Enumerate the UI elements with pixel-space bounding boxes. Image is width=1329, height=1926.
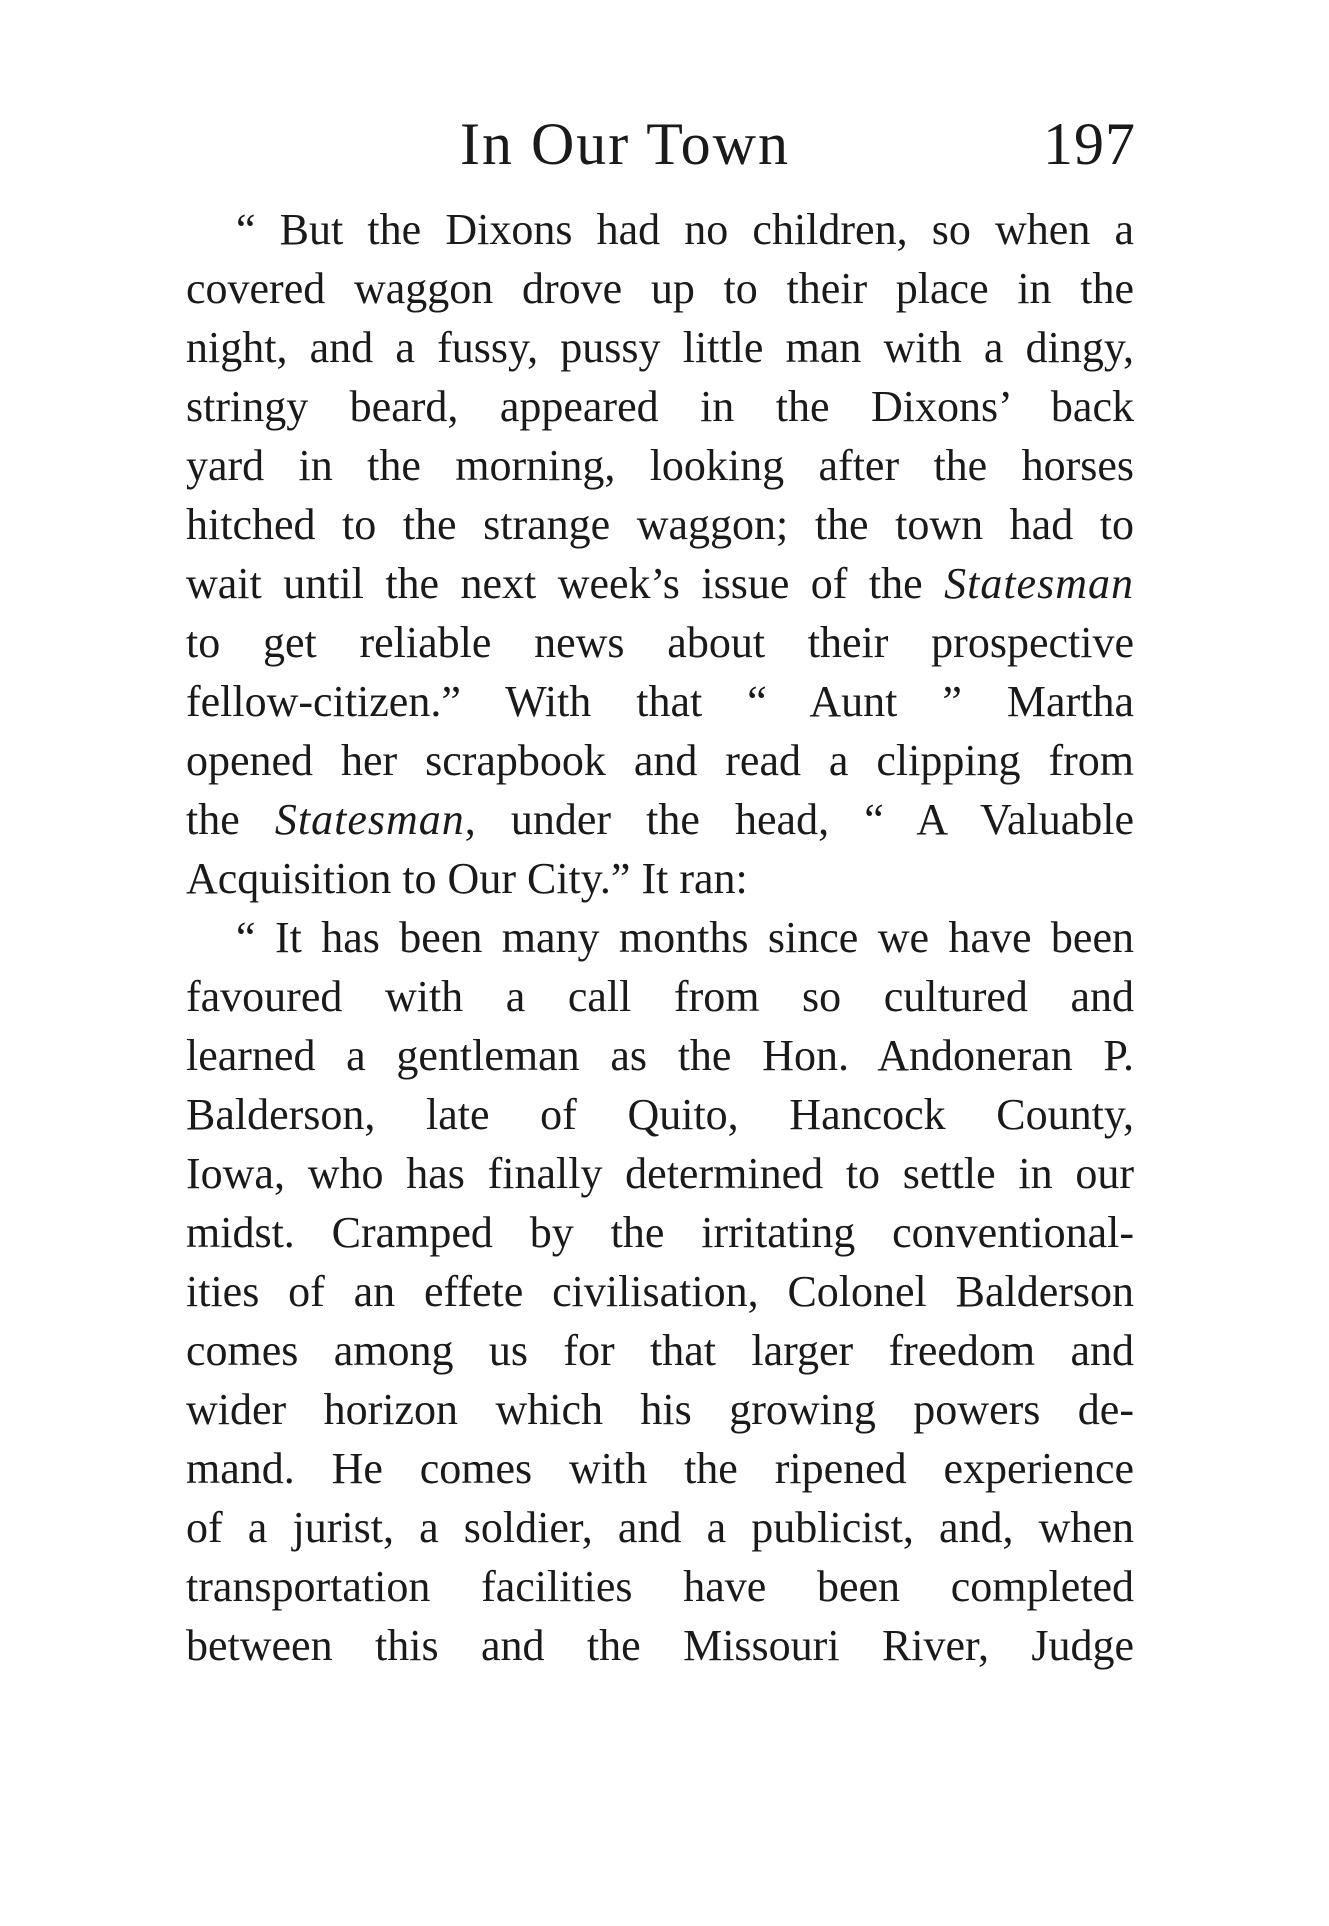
text-line: night, and a fussy, pussy little man with a dingy, [186,323,1134,372]
text-line: wider horizon which his growing powers de- [186,1385,1134,1434]
body-text [186,200,1134,1675]
text-line: “ But the Dixons had no children, so when a [236,205,1134,254]
text-line: ities of an effete civilisation, Colonel Balderson [186,1267,1134,1316]
running-head [186,104,1146,184]
text-line: midst. Cramped by the irritating conventional- [186,1208,1134,1257]
text-line: yard in the morning, looking after the horses [186,441,1134,490]
text-line: “ It has been many months since we have been [236,913,1134,962]
text-line: the Statesman, under the head, “ A Valuable [186,795,1134,844]
text-line: between this and the Missouri River, Judge [186,1621,1134,1670]
text-line: to get reliable news about their prospective [186,618,1134,667]
text-line: Balderson, late of Quito, Hancock County, [186,1090,1134,1139]
newspaper-title: Statesman [274,795,465,844]
text-line: Iowa, who has finally determined to settle in our [186,1149,1134,1198]
text-line: favoured with a call from so cultured and [186,972,1134,1021]
text-line: hitched to the strange waggon; the town had to [186,500,1134,549]
text-line: opened her scrapbook and read a clipping from [186,736,1134,785]
text-line: stringy beard, appeared in the Dixons’ back [186,382,1134,431]
page-number: 197 [1043,111,1136,177]
text-line: comes among us for that larger freedom and [186,1326,1134,1375]
text-line: of a jurist, a soldier, and a publicist, and, when [186,1503,1134,1552]
text-line: Acquisition to Our City.” It ran: [186,854,748,903]
running-head-title: In Our Town [460,111,790,177]
text-line: mand. He comes with the ripened experience [186,1444,1134,1493]
text-line: transportation facilities have been completed [186,1562,1134,1611]
text-line: covered waggon drove up to their place in the [186,264,1134,313]
text-line: fellow-citizen.” With that “ Aunt ” Martha [186,677,1134,726]
text-line: learned a gentleman as the Hon. Andoneran P. [186,1031,1134,1080]
newspaper-title: Statesman [944,559,1134,608]
text-line: wait until the next week’s issue of the Statesman [186,559,1134,608]
